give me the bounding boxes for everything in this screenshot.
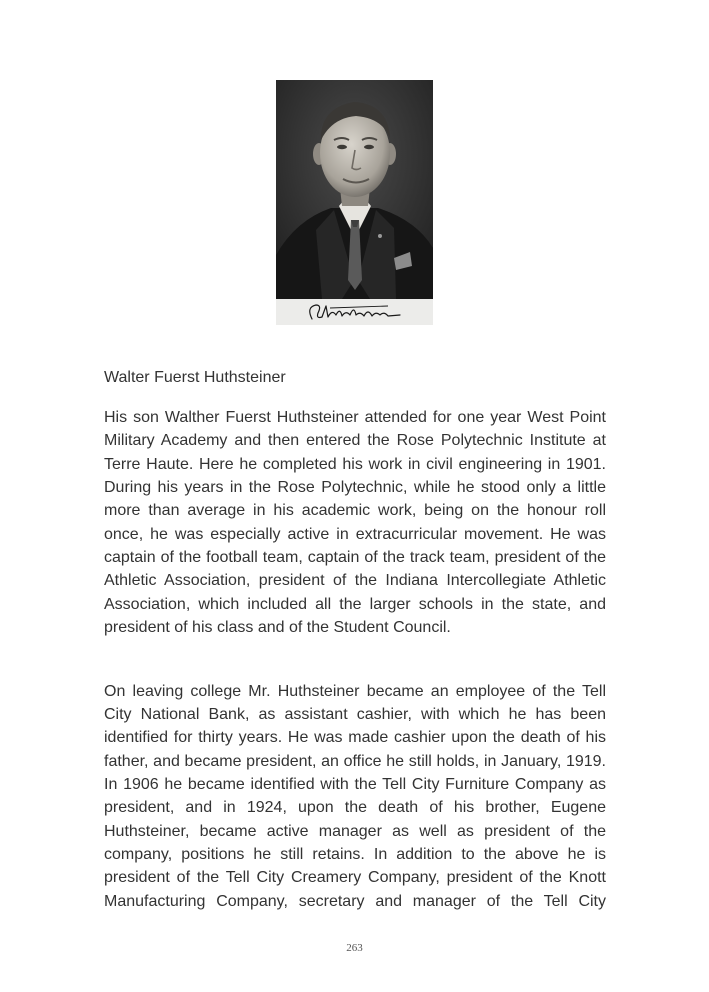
portrait-figure: [276, 80, 433, 325]
signature-strip: [276, 299, 433, 325]
portrait-image: [276, 80, 433, 299]
body-paragraph: On leaving college Mr. Huthsteiner became an employee of the Tell City National Bank, as assistant cashier, with which he has been identified for thirty years. He was made cashier upon the death of his father, and became president, an office he still holds, in January, 1919. In 1906 he became identified with the Tell City Furniture Company as president, and in 1924, upon the death of his brother, Eugene Huthsteiner, became active manager as well as president of the company, positions he still retains. In addition to the above he is president of the Tell City Creamery Company, president of the Knott Manufacturing Company, secretary and manager of the Tell City: [104, 682, 606, 910]
body-paragraph: His son Walther Fuerst Huthsteiner attended for one year West Point Military Academy and then entered the Rose Polytechnic Institute at Terre Haute. Here he completed his work in civil engineering in 1901. During his years in the Rose Polytechnic, while he stood only a little more than average in his academic work, being on the honour roll once, he was especially active in extracurricular movement. He was captain of the football team, captain of the track team, president of the Athletic Association, president of the Indiana Intercollegiate Athletic Association, which included all the larger schools in the state, and president of his class and of the Student Council.: [104, 409, 606, 637]
portrait-caption: Walter Fuerst Huthsteiner: [104, 369, 286, 386]
page-number: 263: [346, 942, 363, 954]
handwritten-signature: [276, 299, 433, 325]
portrait-photo: [276, 80, 433, 299]
